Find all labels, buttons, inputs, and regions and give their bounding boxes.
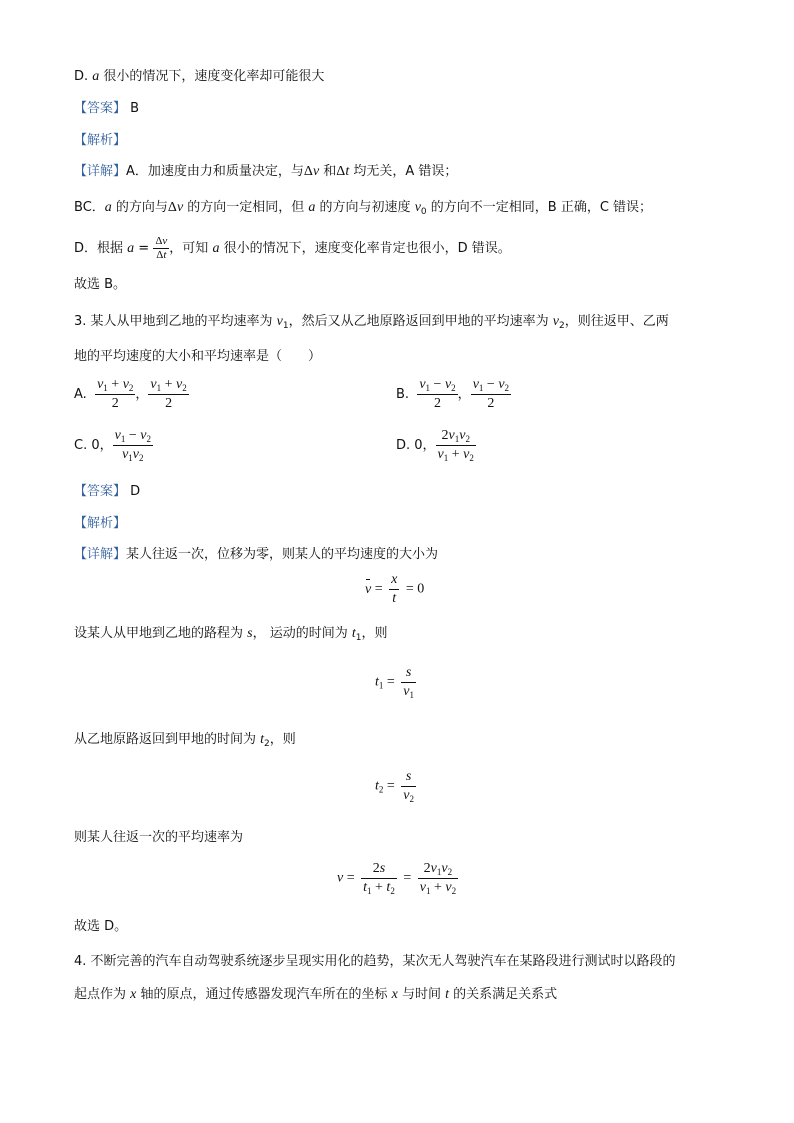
fraction-dv-dt: $\frac{\Delta v}{\Delta t}$ xyxy=(155,235,168,261)
q2-option-d: D. a 很小的情况下，速度变化率却可能很大 xyxy=(74,69,325,84)
equation-t1: $t_1$ = $\frac{s}{v_1}$ xyxy=(375,665,415,700)
q3-text3: 从乙地原路返回到甲地的时间为 $t_2$，则 xyxy=(74,732,296,749)
q2-detail-a: 【详解】A．加速度由力和质量决定，与Δv 和Δt 均无关，A 错误； xyxy=(74,164,458,179)
q3-option-b: B. $\frac{v_1 - v_2}{2}$ ， $\frac{v_1 - v_2}{2}$ xyxy=(396,377,510,411)
q3-conclusion: 故选 D。 xyxy=(74,919,128,934)
q3-option-c: C. 0， $\frac{v_1 - v_2}{v_1v_2}$ xyxy=(74,428,151,463)
detail-tag: 【详解】 xyxy=(74,547,127,562)
q3-answer xyxy=(74,482,140,502)
q3-detail xyxy=(74,545,438,565)
equation-avg-speed: v = $\frac{2s}{t_1 + t_2}$ = $\frac{2v_1v_2}{v_1 + v_2}$ xyxy=(337,861,457,896)
q2-detail-bc: BC．a 的方向与Δv 的方向一定相同，但 a 的方向与初速度 $v_0$ 的方向不一定相同，B 正确，C 错误； xyxy=(74,200,653,217)
q2-answer xyxy=(74,99,139,119)
q2-conclusion: 故选 B。 xyxy=(74,277,127,292)
answer-tag: 【答案】 xyxy=(74,484,127,499)
q3-text4: 则某人往返一次的平均速率为 xyxy=(74,830,244,845)
detail-text: 某人往返一次，位移为零，则某人的平均速度的大小为 xyxy=(126,547,439,562)
equation-t2: $t_2$ = $\frac{s}{v_2}$ xyxy=(375,769,415,804)
equation-avg-velocity: v = $\frac{x}{t}$ = 0 xyxy=(365,572,425,606)
q3-text2: 设某人从甲地到乙地的路程为 s， 运动的时间为 $t_1$，则 xyxy=(74,626,388,643)
q3-stem-line1: 3. 某人从甲地到乙地的平均速率为 $v_1$，然后又从乙地原路返回到甲地的平均速率为 $v_2$，则往返甲、乙两 xyxy=(74,314,669,331)
q3-stem-line2: 地的平均速度的大小和平均速率是（ ） xyxy=(74,349,322,364)
q3-analysis-tag: 【解析】 xyxy=(74,516,127,531)
answer-value: D xyxy=(130,484,141,499)
q2-detail-d: D．根据 a = $\frac{\Delta v}{\Delta t}$ ，可知 a 很小的情况下，速度变化率肯定也很小，D 错误。 xyxy=(74,235,511,261)
q4-stem-line1: 4. 不断完善的汽车自动驾驶系统逐步呈现实用化的趋势，某次无人驾驶汽车在某路段进行测试时以路段的 xyxy=(74,954,676,969)
q2-analysis-tag: 【解析】 xyxy=(74,133,127,148)
q3-option-d: D. 0， $\frac{2v_1v_2}{v_1 + v_2}$ xyxy=(396,428,474,463)
q4-stem-line2: 起点作为 x 轴的原点，通过传感器发现汽车所在的坐标 x 与时间 t 的关系满足关系式 xyxy=(74,987,558,1002)
answer-tag: 【答案】 xyxy=(74,101,127,116)
q3-option-a: A. $\frac{v_1 + v_2}{2}$ ， $\frac{v_1 + v_2}{2}$ xyxy=(74,377,187,411)
detail-tag: 【详解】 xyxy=(74,164,127,179)
answer-value: B xyxy=(130,101,140,116)
